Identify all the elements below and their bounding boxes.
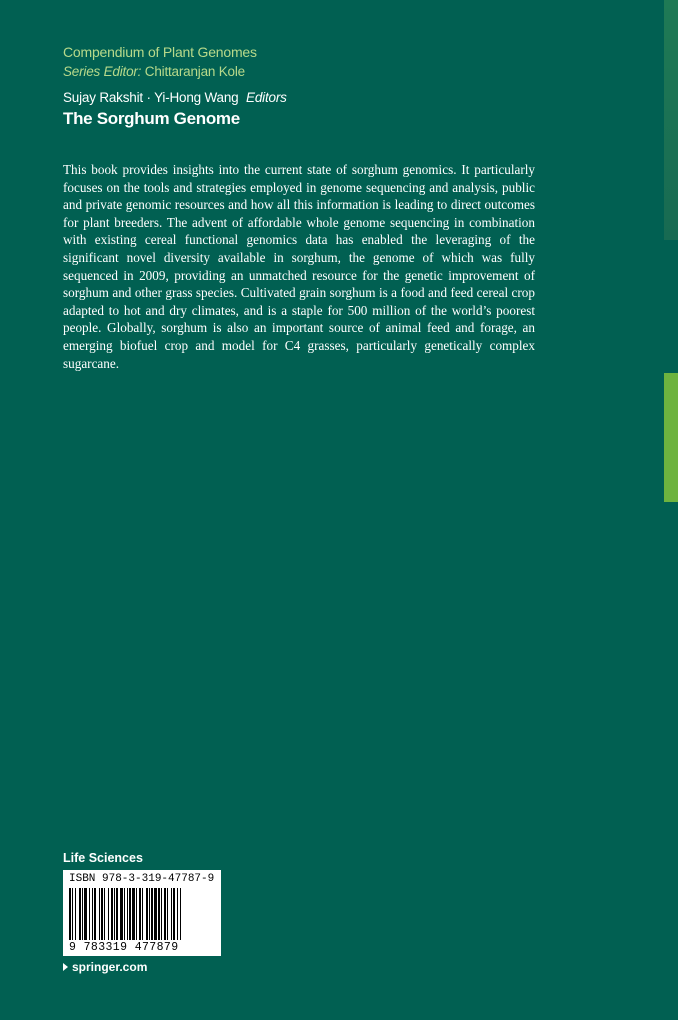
series-editor — [63, 64, 245, 79]
series-editor-name: Chittaranjan Kole — [144, 64, 245, 79]
editors-role: Editors — [246, 90, 287, 105]
isbn-text: ISBN 978-3-319-47787-9 — [69, 873, 215, 885]
book-title: The Sorghum Genome — [63, 109, 240, 128]
barcode-bars — [69, 888, 217, 940]
barcode-digits: 9 783319 477879 — [69, 941, 179, 954]
editors — [63, 90, 287, 105]
editor-names: Sujay Rakshit · Yi-Hong Wang — [63, 90, 239, 105]
edge-accent-bar — [664, 373, 678, 502]
arrow-icon — [63, 963, 68, 971]
series-editor-label: Series Editor: — [63, 64, 142, 79]
book-description: This book provides insights into the current state of sorghum genomics. It particularly focuses on the tools and strategies employed in genome sequencing and analysis, public and private genomic resources and how all this information is leading to direct outcomes for plant breeders. The advent of affordable whole genome sequencing in combination with existing cereal functional genomics data has enabled the leveraging of the significant novel diversity available in sorghum, the genome of which was fully sequenced in 2009, providing an unmatched resource for the genetic improvement of sorghum and other grass species. Cultivated grain sorghum is a food and feed cereal crop adapted to hot and dry climates, and is a staple for 500 million of the world’s poorest people. Globally, sorghum is also an important source of animal feed and forage, an emerging biofuel crop and model for C4 grasses, particularly genetically complex sugarcane. — [63, 162, 535, 371]
series-title: Compendium of Plant Genomes — [63, 44, 257, 60]
publisher-link[interactable] — [63, 960, 147, 974]
isbn-barcode — [63, 870, 221, 956]
publisher-url: springer.com — [72, 960, 148, 974]
subject-category: Life Sciences — [63, 851, 143, 865]
edge-strip-top — [664, 0, 678, 240]
